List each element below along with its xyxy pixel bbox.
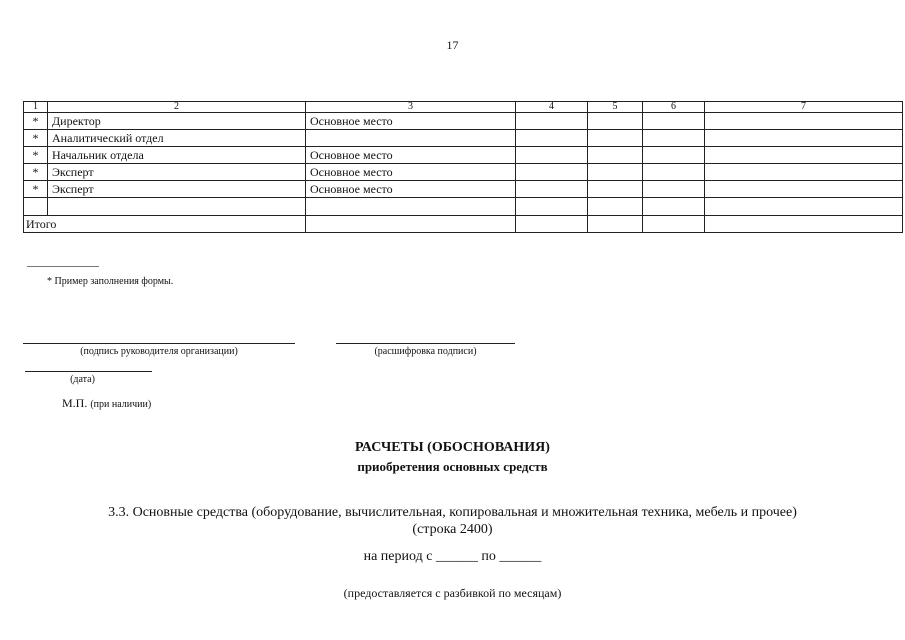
empty-cell — [588, 216, 643, 233]
empty-cell — [643, 164, 705, 181]
table-row — [24, 113, 903, 130]
empty-cell — [588, 147, 643, 164]
empty-cell — [588, 181, 643, 198]
row-mark: * — [24, 164, 48, 181]
row-place: Основное место — [306, 181, 516, 198]
total-label: Итого — [24, 216, 306, 233]
total-row — [24, 216, 903, 233]
empty-cell — [705, 113, 903, 130]
head-signature-line — [23, 343, 295, 344]
table-row — [24, 181, 903, 198]
empty-cell — [643, 130, 705, 147]
monthly-note: (предоставляется с разбивкой по месяцам) — [343, 586, 562, 600]
empty-cell — [306, 216, 516, 233]
empty-cell — [588, 164, 643, 181]
empty-cell — [643, 147, 705, 164]
table-row-empty — [24, 198, 903, 216]
section-title: РАСЧЕТЫ (ОБОСНОВАНИЯ) — [355, 440, 550, 455]
column-header: 6 — [643, 102, 705, 113]
row-name: Эксперт — [48, 181, 306, 198]
empty-cell — [705, 147, 903, 164]
row-name: Начальник отдела — [48, 147, 306, 164]
section-subtitle: приобретения основных средств — [357, 459, 548, 474]
empty-cell — [705, 164, 903, 181]
column-header: 1 — [24, 102, 48, 113]
empty-cell — [643, 216, 705, 233]
stamp-place — [62, 396, 151, 411]
row-name: Аналитический отдел — [48, 130, 306, 147]
row-mark: * — [24, 147, 48, 164]
empty-cell — [516, 113, 588, 130]
column-header: 3 — [306, 102, 516, 113]
empty-cell — [705, 130, 903, 147]
staff-table — [23, 101, 903, 233]
row-mark: * — [24, 181, 48, 198]
empty-cell — [643, 181, 705, 198]
footnote-divider — [27, 266, 99, 267]
row-place: Основное место — [306, 147, 516, 164]
row-mark: * — [24, 113, 48, 130]
column-header: 7 — [705, 102, 903, 113]
row-place: Основное место — [306, 164, 516, 181]
empty-cell — [24, 198, 48, 216]
table-row — [24, 164, 903, 181]
page-number: 17 — [446, 38, 459, 52]
empty-cell — [643, 113, 705, 130]
date-caption: (дата) — [70, 374, 95, 385]
section-heading-line1: 3.3. Основные средства (оборудование, вычислительная, копировальная и множительная техника, мебель и прочее) — [108, 505, 797, 520]
empty-cell — [516, 216, 588, 233]
table-row — [24, 147, 903, 164]
column-header: 5 — [588, 102, 643, 113]
row-name: Эксперт — [48, 164, 306, 181]
stamp-note: (при наличии) — [90, 399, 152, 410]
table-row — [24, 130, 903, 147]
empty-cell — [588, 113, 643, 130]
empty-cell — [306, 198, 516, 216]
decode-signature-caption: (расшифровка подписи) — [374, 346, 477, 357]
section-heading-line2: (строка 2400) — [412, 522, 493, 537]
period-line: на период с ______ по ______ — [363, 549, 542, 564]
empty-cell — [516, 130, 588, 147]
date-line — [25, 371, 152, 372]
head-signature-caption: (подпись руководителя организации) — [80, 346, 238, 357]
empty-cell — [705, 216, 903, 233]
empty-cell — [516, 198, 588, 216]
table-header-row — [24, 102, 903, 113]
empty-cell — [643, 198, 705, 216]
empty-cell — [705, 198, 903, 216]
footnote: * Пример заполнения формы. — [47, 276, 174, 287]
row-place — [306, 130, 516, 147]
row-mark: * — [24, 130, 48, 147]
decode-signature-line — [336, 343, 515, 344]
empty-cell — [516, 181, 588, 198]
row-name: Директор — [48, 113, 306, 130]
column-header: 4 — [516, 102, 588, 113]
column-header: 2 — [48, 102, 306, 113]
empty-cell — [516, 147, 588, 164]
row-place: Основное место — [306, 113, 516, 130]
empty-cell — [516, 164, 588, 181]
empty-cell — [588, 130, 643, 147]
empty-cell — [48, 198, 306, 216]
empty-cell — [705, 181, 903, 198]
stamp-label: М.П. — [62, 396, 88, 410]
empty-cell — [588, 198, 643, 216]
